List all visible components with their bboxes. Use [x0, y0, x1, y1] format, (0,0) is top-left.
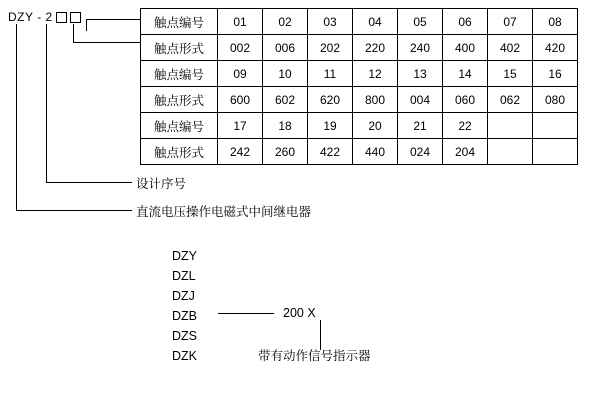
model-code-prefix: DZY - 2 — [8, 10, 53, 24]
table-cell: 15 — [488, 61, 533, 87]
table-cell: 18 — [263, 113, 308, 139]
table-cell: 800 — [353, 87, 398, 113]
table-cell: 09 — [218, 61, 263, 87]
table-cell — [488, 113, 533, 139]
leader-line-product-horizontal — [16, 210, 132, 211]
table-row — [141, 87, 578, 113]
leader-line-design-horizontal — [46, 182, 132, 183]
table-cell: 19 — [308, 113, 353, 139]
table-cell: 04 — [353, 9, 398, 35]
table-cell: 01 — [218, 9, 263, 35]
row-label: 触点形式 — [141, 139, 218, 165]
table-body — [141, 9, 578, 165]
family-item: DZL — [172, 269, 196, 283]
table-cell: 260 — [263, 139, 308, 165]
table-cell: 220 — [353, 35, 398, 61]
contact-spec-table — [140, 8, 578, 165]
table-cell: 420 — [533, 35, 578, 61]
table-cell: 004 — [398, 87, 443, 113]
series-code-label: 200 X — [283, 306, 316, 320]
table-cell: 12 — [353, 61, 398, 87]
row-label: 触点编号 — [141, 113, 218, 139]
table-cell: 002 — [218, 35, 263, 61]
table-row — [141, 113, 578, 139]
table-cell: 006 — [263, 35, 308, 61]
table-cell: 10 — [263, 61, 308, 87]
family-item: DZB — [172, 309, 197, 323]
table-cell: 600 — [218, 87, 263, 113]
table-cell: 03 — [308, 9, 353, 35]
table-cell: 062 — [488, 87, 533, 113]
indicator-description-label: 带有动作信号指示器 — [258, 349, 371, 363]
family-item: DZJ — [172, 289, 195, 303]
leader-line-box1-horizontal — [73, 42, 140, 43]
table-row — [141, 61, 578, 87]
table-cell: 402 — [488, 35, 533, 61]
table-cell: 17 — [218, 113, 263, 139]
family-item: DZY — [172, 249, 197, 263]
table-row — [141, 9, 578, 35]
table-cell: 22 — [443, 113, 488, 139]
leader-line-box2-vertical — [86, 19, 87, 31]
product-name-label: 直流电压操作电磁式中间继电器 — [136, 205, 312, 219]
row-label: 触点编号 — [141, 9, 218, 35]
table-cell: 080 — [533, 87, 578, 113]
model-code — [8, 10, 81, 24]
table-cell: 07 — [488, 9, 533, 35]
table-cell: 024 — [398, 139, 443, 165]
table-cell: 13 — [398, 61, 443, 87]
table-cell: 400 — [443, 35, 488, 61]
table-cell: 060 — [443, 87, 488, 113]
table-cell: 08 — [533, 9, 578, 35]
family-item: DZS — [172, 329, 197, 343]
leader-line-box1-drop — [73, 24, 74, 42]
table-cell: 440 — [353, 139, 398, 165]
table-cell: 06 — [443, 9, 488, 35]
table-cell: 21 — [398, 113, 443, 139]
design-serial-label: 设计序号 — [136, 177, 187, 191]
table-cell: 11 — [308, 61, 353, 87]
table-cell: 20 — [353, 113, 398, 139]
leader-line-box2-horizontal — [86, 19, 140, 20]
table-cell: 602 — [263, 87, 308, 113]
leader-line-product-vertical — [16, 24, 17, 210]
table-cell: 240 — [398, 35, 443, 61]
table-cell — [533, 113, 578, 139]
family-connector-line — [218, 313, 274, 314]
table-cell: 16 — [533, 61, 578, 87]
table-cell: 202 — [308, 35, 353, 61]
table-cell — [533, 139, 578, 165]
table-cell: 242 — [218, 139, 263, 165]
row-label: 触点形式 — [141, 87, 218, 113]
row-label: 触点形式 — [141, 35, 218, 61]
table-cell: 05 — [398, 9, 443, 35]
table-cell: 02 — [263, 9, 308, 35]
leader-line-design-vertical — [46, 24, 47, 182]
table-row — [141, 35, 578, 61]
relay-family-list — [172, 246, 197, 366]
table-row — [141, 139, 578, 165]
table-cell: 620 — [308, 87, 353, 113]
table-cell: 204 — [443, 139, 488, 165]
model-code-box-1 — [56, 12, 67, 23]
row-label: 触点编号 — [141, 61, 218, 87]
table-cell: 14 — [443, 61, 488, 87]
family-item: DZK — [172, 349, 197, 363]
table-cell: 422 — [308, 139, 353, 165]
table-cell — [488, 139, 533, 165]
model-code-box-2 — [70, 12, 81, 23]
